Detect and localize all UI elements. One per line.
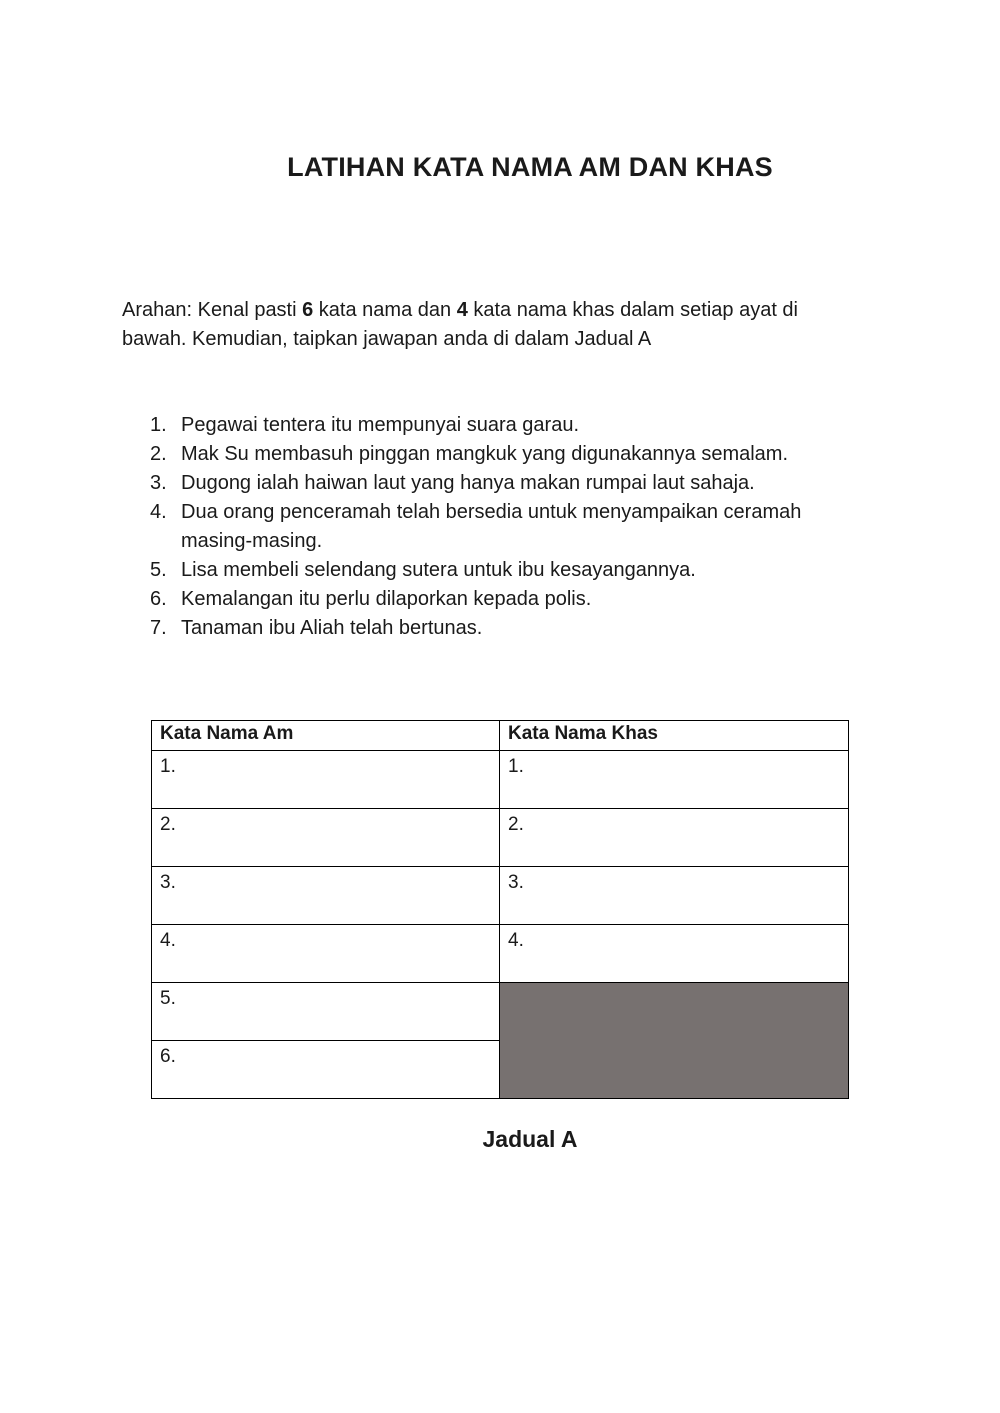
sentence-number: 5. xyxy=(150,559,167,581)
sentence-item xyxy=(150,614,870,643)
instructions-prefix: Arahan: Kenal pasti xyxy=(122,299,303,321)
table-row xyxy=(152,809,849,867)
khas-answer-cell[interactable]: 3. xyxy=(500,867,849,925)
sentence-item xyxy=(150,585,870,614)
instructions-count-am: 6 xyxy=(302,299,314,321)
sentence-text: Lisa membeli selendang sutera untuk ibu kesayangannya. xyxy=(181,559,696,581)
instructions-suffix: kata nama khas dalam setiap ayat di bawah. Kemudian, taipkan jawapan anda di dalam Jadual A xyxy=(122,299,798,350)
table-row xyxy=(152,983,849,1041)
am-answer-cell[interactable]: 3. xyxy=(152,867,500,925)
sentence-item xyxy=(150,469,870,498)
khas-answer-cell[interactable]: 2. xyxy=(500,809,849,867)
sentence-number: 7. xyxy=(150,617,167,639)
sentence-number: 3. xyxy=(150,472,167,494)
sentence-item xyxy=(150,556,870,585)
header-kata-nama-am: Kata Nama Am xyxy=(152,721,500,751)
page-title: LATIHAN KATA NAMA AM DAN KHAS xyxy=(287,152,773,182)
answer-table xyxy=(151,720,849,1099)
sentence-text: Tanaman ibu Aliah telah bertunas. xyxy=(181,617,483,639)
sentence-list xyxy=(150,411,870,643)
sentence-item xyxy=(150,411,870,440)
shaded-blank-cell xyxy=(500,983,849,1099)
sentence-number: 1. xyxy=(150,414,167,436)
am-answer-cell[interactable]: 5. xyxy=(152,983,500,1041)
instructions-middle: kata nama dan xyxy=(313,299,457,321)
sentence-text: Pegawai tentera itu mempunyai suara garau. xyxy=(181,414,580,436)
instructions xyxy=(122,296,862,354)
khas-answer-cell[interactable]: 4. xyxy=(500,925,849,983)
sentence-item xyxy=(150,498,870,556)
header-kata-nama-khas: Kata Nama Khas xyxy=(500,721,849,751)
sentence-text: Dua orang penceramah telah bersedia untuk menyampaikan ceramah masing-masing. xyxy=(181,501,802,552)
sentence-text: Kemalangan itu perlu dilaporkan kepada polis. xyxy=(181,588,592,610)
am-answer-cell[interactable]: 4. xyxy=(152,925,500,983)
table-row xyxy=(152,751,849,809)
table-row xyxy=(152,925,849,983)
table-row xyxy=(152,867,849,925)
sentence-item xyxy=(150,440,870,469)
sentence-number: 6. xyxy=(150,588,167,610)
table-caption: Jadual A xyxy=(482,1126,578,1152)
khas-answer-cell[interactable]: 1. xyxy=(500,751,849,809)
am-answer-cell[interactable]: 6. xyxy=(152,1041,500,1099)
table-header-row xyxy=(152,721,849,751)
sentence-number: 4. xyxy=(150,501,167,523)
instructions-count-khas: 4 xyxy=(456,299,468,321)
sentence-text: Mak Su membasuh pinggan mangkuk yang digunakannya semalam. xyxy=(181,443,789,465)
am-answer-cell[interactable]: 2. xyxy=(152,809,500,867)
sentence-text: Dugong ialah haiwan laut yang hanya makan rumpai laut sahaja. xyxy=(181,472,755,494)
am-answer-cell[interactable]: 1. xyxy=(152,751,500,809)
sentence-number: 2. xyxy=(150,443,167,465)
